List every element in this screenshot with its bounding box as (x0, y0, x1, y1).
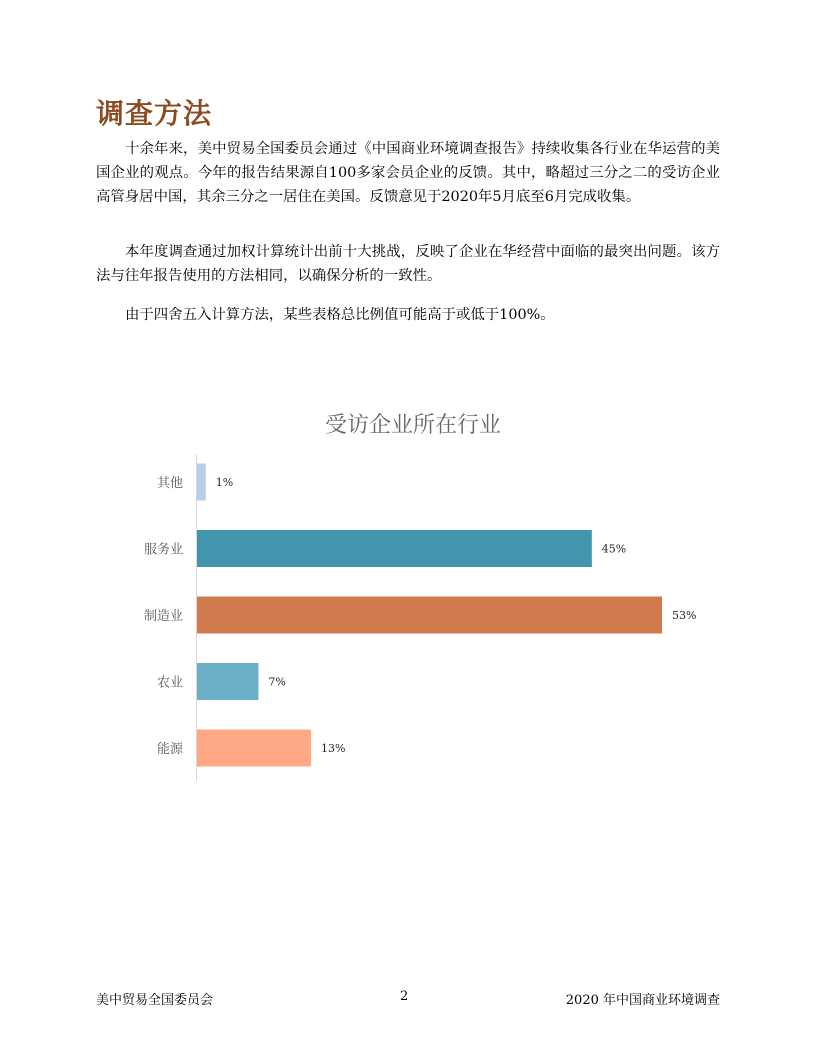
paragraph-intro: 十余年来，美中贸易全国委员会通过《中国商业环境调查报告》持续收集各行业在华运营的美国企业的观点。今年的报告结果源自100多家会员企业的反馈。其中，略超过三分之二的受访企业高管身居中国，其余三分之一居住在美国。反馈意见于2020年5月底至6月完成收集。 (96, 141, 720, 205)
bar-other (197, 464, 206, 501)
section-heading: 调查方法 (96, 97, 213, 130)
paragraph-rounding: 由于四舍五入计算方法，某些表格总比例值可能高于或低于100%。 (125, 307, 555, 323)
paragraph-method: 本年度调查通过加权计算统计出前十大挑战，反映了企业在华经营中面临的最突出问题。该方法与往年报告使用的方法相同，以确保分析的一致性。 (96, 244, 720, 284)
data-label-manufacturing: 53% (672, 609, 697, 622)
data-label-services: 45% (601, 542, 627, 556)
bar-energy (197, 730, 311, 767)
data-label-other: 1% (215, 476, 234, 489)
category-label-other: 其他 (156, 476, 183, 491)
chart-title: 受访企业所在行业 (324, 413, 502, 438)
category-label-agriculture: 农业 (156, 675, 183, 691)
category-label-energy: 能源 (156, 742, 183, 757)
data-label-agriculture: 7% (268, 675, 286, 689)
data-label-energy: 13% (321, 742, 346, 755)
footer-report-title: 2020 年中国商业环境调查 (565, 993, 720, 1008)
industry-bar-chart (0, 400, 815, 800)
category-label-services: 服务业 (143, 542, 183, 558)
footer-organization: 美中贸易全国委员会 (96, 993, 214, 1008)
bar-agriculture (197, 663, 258, 700)
category-label-manufacturing: 制造业 (143, 609, 183, 624)
bar-manufacturing (197, 597, 662, 634)
bar-services (197, 530, 592, 567)
footer-page-number: 2 (400, 989, 409, 1004)
